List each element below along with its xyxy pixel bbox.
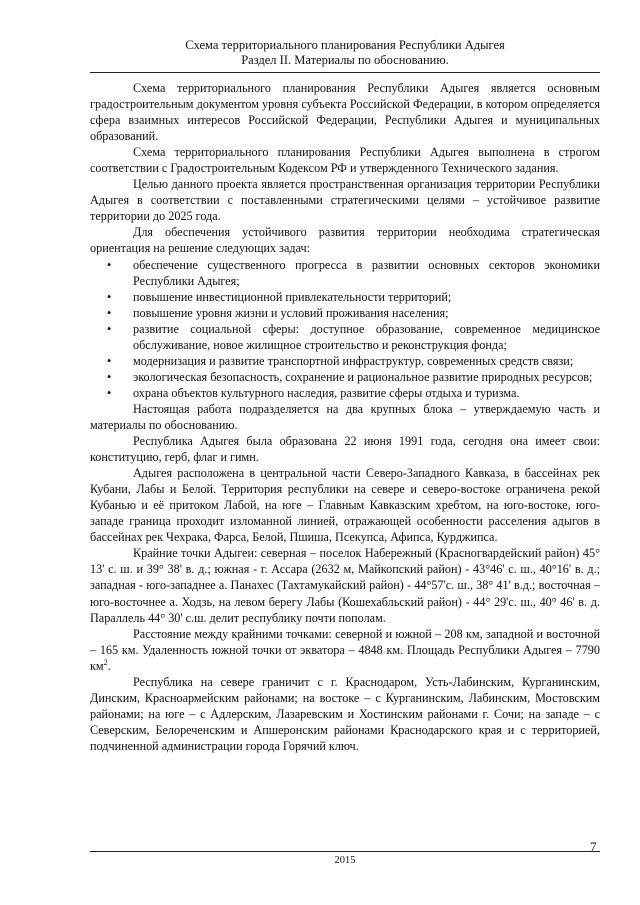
- list-item: [90, 257, 600, 289]
- list-item-text: экологическая безопасность, сохранение и рациональное развитие природных ресурсов;: [133, 369, 593, 384]
- distances-end: .: [107, 658, 111, 673]
- document-body: [90, 80, 600, 754]
- list-item-text: обеспечение существенного прогресса в развитии основных секторов экономики Республики Адыгея;: [133, 257, 600, 288]
- list-item-text: повышение уровня жизни и условий проживания населения;: [133, 305, 449, 320]
- page-number: 7: [590, 839, 597, 854]
- list-item-text: развитие социальной сферы: доступное образование, современное медицинское обслуживание, новое жилищное строительство и реконструкция фонда;: [133, 321, 600, 352]
- list-item-text: модернизация и развитие транспортной инфраструктур, современных средств связи;: [133, 353, 574, 368]
- list-item-text: повышение инвестиционной привлекательности территорий;: [133, 289, 452, 304]
- list-item: [90, 305, 600, 321]
- paragraph-goal: Целью данного проекта является пространственная организация территории Республики Адыгея в соответствии с поставленными стратегическими целями – устойчивое развитие территории до 2025 года.: [90, 177, 600, 224]
- section-title: Раздел II. Материалы по обоснованию.: [241, 53, 449, 67]
- list-item: [90, 321, 600, 353]
- list-item: [90, 353, 600, 369]
- paragraph-distances: [90, 626, 600, 674]
- footer-year: 2015: [334, 855, 356, 866]
- paragraph-location: Адыгея расположена в центральной части Северо-Западного Кавказа, в бассейнах рек Кубани, Лабы и Белой. Территория республики на севере и северо-востоке ограничена рекой Кубанью и её притоком Лабой, на юге – Главным Кавказским хребтом, на юго-востоке, юго-западе граница проходит изломанной линией, отражающей особенности расселения адыгов в бассейнах рек Чехрака, Фарса, Белой, Пшиша, Псекупса, Афипса, Курджипса.: [90, 466, 600, 545]
- list-item: [90, 369, 600, 385]
- bullet-icon: •: [107, 257, 112, 272]
- area-unit-superscript: 2: [103, 657, 108, 667]
- footer-divider: [90, 851, 600, 852]
- list-item: [90, 385, 600, 401]
- bullet-icon: •: [107, 289, 112, 304]
- paragraph-compliance: Схема территориального планирования Республики Адыгея выполнена в строгом соответствии с Градостроительным Кодексом РФ и утвержденного Технического задания.: [90, 145, 600, 176]
- distances-text: Расстояние между крайними точками: северной и южной – 208 км, западной и восточной – 165 км. Удаленность южной точки от экватора – 4848 км. Площадь Республики Адыгея – 7790 км: [90, 626, 600, 673]
- header-divider: [90, 72, 600, 73]
- running-header: [90, 38, 600, 68]
- list-item-text: охрана объектов культурного наследия, развитие сферы отдыха и туризма.: [133, 385, 520, 400]
- document-title: Схема территориального планирования Республики Адыгея: [185, 38, 505, 52]
- tasks-list: [90, 257, 600, 401]
- paragraph-borders: Республика на севере граничит с г. Краснодаром, Усть-Лабинским, Курганинским, Динским, Красноармейским районами; на востоке – с Курганинским, Лабинским, Мостовским районами; на юге – с Адлерским, Лазаревским и Хостинским районами г. Сочи; на западе – с Северским, Белореченским и Апшеронским районами Краснодарского края и с территорией, подчиненной администрации города Горячий ключ.: [90, 674, 600, 753]
- bullet-icon: •: [107, 385, 112, 400]
- bullet-icon: •: [107, 353, 112, 368]
- paragraph-structure: Настоящая работа подразделяется на два крупных блока – утверждаемую часть и материалы по обоснованию.: [90, 401, 600, 432]
- list-item: [90, 289, 600, 305]
- paragraph-extreme-points: Крайние точки Адыгеи: северная – поселок Набережный (Красногвардейский район) 45° 13' с. ш. и 39° 38' в. д.; южная - г. Ассара (2632 м, Майкопский район) - 43°46' с. ш., 40°16' в. д.; западная - юго-западнее а. Панахес (Тахтамукайский район) - 44°57'с. ш., 38° 41' в.д.; восточная – юго-восточнее а. Ходзь, на левом берегу Лабы (Кошехабльский район) - 44° 29'с. ш., 40° 46' в. д. Параллель 44° 30' с.ш. делит республику почти пополам.: [90, 546, 600, 625]
- paragraph-tasks-intro: Для обеспечения устойчивого развития территории необходима стратегическая ориентация на решение следующих задач:: [90, 225, 600, 256]
- paragraph-formation: Республика Адыгея была образована 22 июня 1991 года, сегодня она имеет свои: конституцию, герб, флаг и гимн.: [90, 434, 600, 465]
- bullet-icon: •: [107, 369, 112, 384]
- bullet-icon: •: [107, 321, 112, 336]
- paragraph-intro: Схема территориального планирования Республики Адыгея является основным градостроительным документом уровня субъекта Российской Федерации, в котором определяется сфера взаимных интересов Российской Федерации, Республики Адыгея и муниципальных образований.: [90, 81, 600, 144]
- bullet-icon: •: [107, 305, 112, 320]
